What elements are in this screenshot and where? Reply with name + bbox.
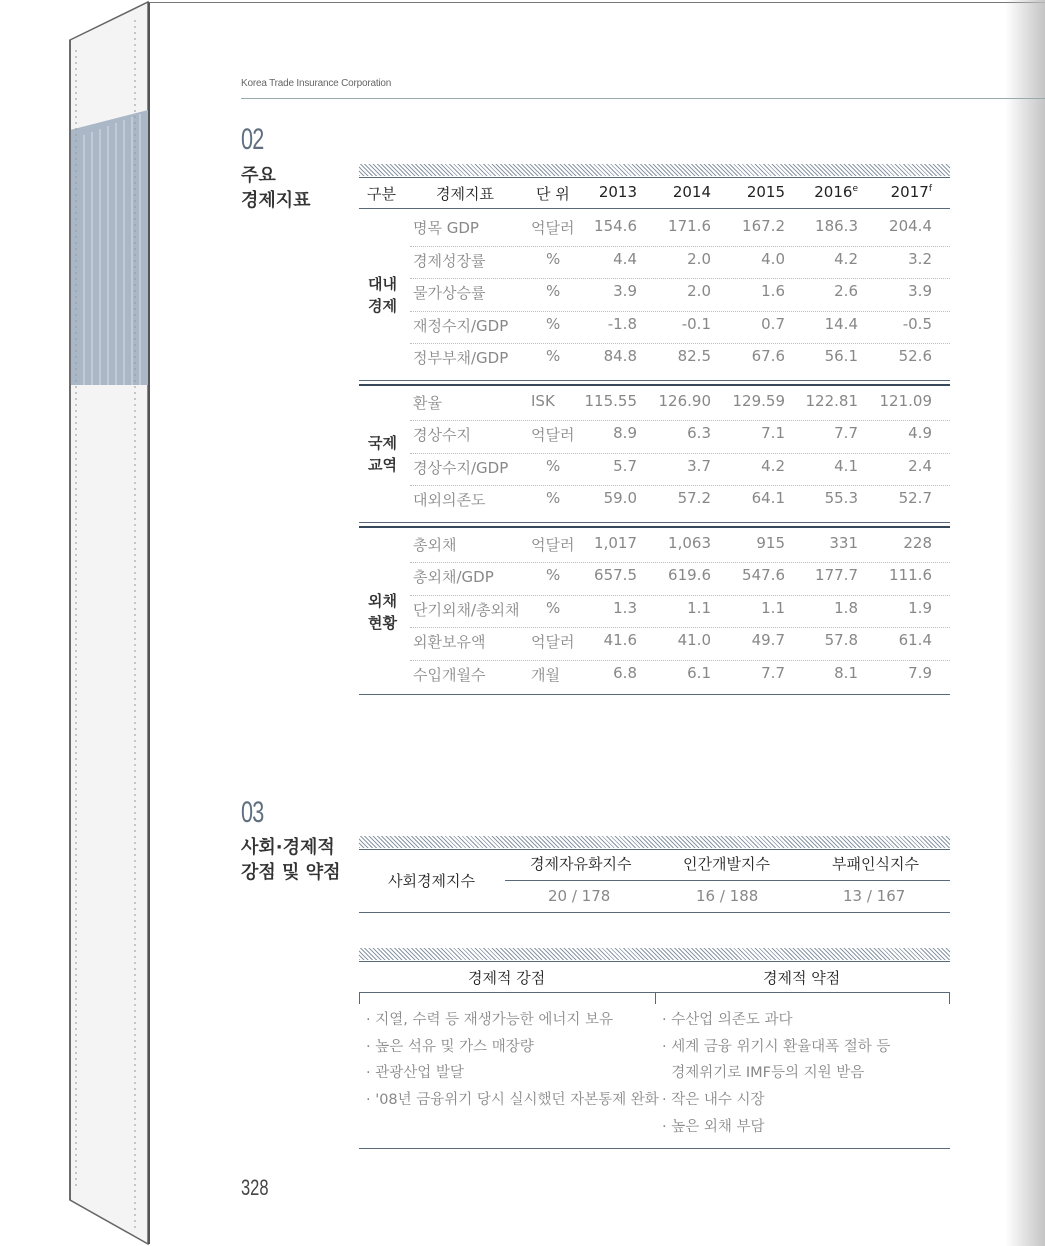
indicator-unit: ISK bbox=[531, 391, 555, 410]
indicator-label: 총외채 bbox=[413, 535, 457, 554]
indicator-label: 외환보유액 bbox=[413, 633, 486, 651]
indicator-value: 1.9 bbox=[908, 598, 932, 617]
indicator-value: 0.7 bbox=[761, 314, 785, 333]
indicator-value: 7.7 bbox=[834, 424, 858, 442]
indicator-value: 5.7 bbox=[613, 456, 637, 475]
indicator-label: 재정수지/GDP bbox=[413, 316, 509, 335]
indicator-value: 204.4 bbox=[889, 217, 932, 235]
indicator-unit: 개월 bbox=[531, 665, 560, 684]
column-header: 구분 bbox=[367, 185, 396, 203]
weakness-item: 경제위기로 IMF등의 지원 받음 bbox=[662, 1065, 865, 1081]
indicator-value: 49.7 bbox=[751, 631, 785, 649]
indicator-label: 물가상승률 bbox=[413, 284, 486, 302]
section-number-02: 02 bbox=[241, 123, 264, 156]
indicator-unit: % bbox=[546, 282, 561, 300]
indicator-value: 3.7 bbox=[687, 456, 711, 475]
indicator-unit: % bbox=[546, 314, 561, 333]
indicator-value: 167.2 bbox=[742, 217, 785, 235]
indicator-value: 228 bbox=[903, 533, 932, 552]
section-title-02: 주요 경제지표 bbox=[241, 165, 311, 211]
indicator-value: 2.0 bbox=[687, 249, 711, 268]
indicator-value: 619.6 bbox=[668, 566, 711, 584]
indicator-value: 1,063 bbox=[668, 533, 711, 552]
indicator-value: 171.6 bbox=[668, 217, 711, 235]
year-superscript: e bbox=[852, 184, 858, 194]
indicator-value: 61.4 bbox=[898, 631, 932, 649]
strength-item: · 지열, 수력 등 재생가능한 에너지 보유 bbox=[366, 1012, 613, 1028]
indicator-value: 6.3 bbox=[687, 424, 711, 442]
indicator-value: 1,017 bbox=[594, 533, 637, 552]
indicator-value: 8.9 bbox=[613, 424, 637, 442]
indicator-value: 915 bbox=[756, 533, 785, 552]
indicator-unit: % bbox=[546, 598, 561, 617]
indicator-value: -0.1 bbox=[681, 314, 711, 333]
indicator-value: 7.1 bbox=[761, 424, 785, 442]
indicator-unit: % bbox=[546, 249, 561, 268]
indicator-value: 3.9 bbox=[613, 282, 637, 300]
column-header: 단 위 bbox=[536, 185, 570, 203]
table-hatch-header bbox=[359, 164, 950, 176]
indicator-value: 1.1 bbox=[687, 598, 711, 617]
index-value-economic-freedom: 20 / 178 bbox=[548, 887, 611, 905]
indicator-value: 41.6 bbox=[603, 631, 637, 649]
indicator-label: 경제성장률 bbox=[413, 251, 486, 270]
indicator-label: 정부부채/GDP bbox=[413, 349, 509, 367]
indicator-value: 3.9 bbox=[908, 282, 932, 300]
indicator-value: 4.0 bbox=[761, 249, 785, 268]
indicator-value: 126.90 bbox=[658, 391, 711, 410]
indicator-value: 115.55 bbox=[584, 391, 637, 410]
indicator-value: 6.8 bbox=[613, 663, 637, 682]
indicator-value: 84.8 bbox=[603, 347, 637, 365]
indicator-value: 52.7 bbox=[898, 489, 932, 507]
indicator-unit: % bbox=[546, 456, 561, 475]
indicator-value: 6.1 bbox=[687, 663, 711, 682]
indicator-unit: % bbox=[546, 489, 561, 507]
indicator-value: 67.6 bbox=[751, 347, 785, 365]
indicator-label: 환율 bbox=[413, 393, 442, 412]
indicator-value: 64.1 bbox=[751, 489, 785, 507]
indicator-value: 547.6 bbox=[742, 566, 785, 584]
index-row-label: 사회경제지수 bbox=[388, 872, 475, 890]
weakness-item: · 수산업 의존도 과다 bbox=[662, 1012, 793, 1028]
indicator-value: 4.9 bbox=[908, 424, 932, 442]
indicator-value: 154.6 bbox=[594, 217, 637, 235]
indicator-label: 수입개월수 bbox=[413, 665, 486, 684]
header-rule bbox=[241, 98, 1045, 99]
weakness-item: · 작은 내수 시장 bbox=[662, 1092, 765, 1108]
strength-item: · 관광산업 발달 bbox=[366, 1065, 464, 1081]
indicator-unit: 억달러 bbox=[531, 535, 575, 554]
index-value-corruption: 13 / 167 bbox=[843, 887, 906, 905]
index-header-corruption: 부패인식지수 bbox=[832, 855, 919, 873]
indicator-label: 단기외채/총외채 bbox=[413, 600, 520, 619]
indicator-value: 14.4 bbox=[824, 314, 858, 333]
index-value-human-development: 16 / 188 bbox=[696, 887, 759, 905]
indicator-value: 121.09 bbox=[879, 391, 932, 410]
index-header-economic-freedom: 경제자유화지수 bbox=[530, 855, 632, 873]
indicator-label: 경상수지 bbox=[413, 426, 471, 444]
indicator-value: 2.6 bbox=[834, 282, 858, 300]
indicator-unit: % bbox=[546, 566, 561, 584]
indicator-value: 4.1 bbox=[834, 456, 858, 475]
weaknesses-header: 경제적 약점 bbox=[763, 969, 841, 987]
indicator-value: 1.1 bbox=[761, 598, 785, 617]
indicator-value: 56.1 bbox=[824, 347, 858, 365]
indicator-label: 경상수지/GDP bbox=[413, 458, 509, 477]
indicator-value: 8.1 bbox=[834, 663, 858, 682]
page-number: 328 bbox=[241, 1175, 269, 1200]
indicator-value: 3.2 bbox=[908, 249, 932, 268]
indicator-value: 7.9 bbox=[908, 663, 932, 682]
indicator-label: 총외채/GDP bbox=[413, 568, 494, 586]
index-table-hatch bbox=[359, 836, 950, 848]
indicator-value: 1.3 bbox=[613, 598, 637, 617]
indicator-value: -1.8 bbox=[607, 314, 637, 333]
indicator-value: 4.4 bbox=[613, 249, 637, 268]
category-label: 대내 경제 bbox=[368, 275, 397, 316]
indicator-unit: % bbox=[546, 347, 561, 365]
indicator-value: 122.81 bbox=[805, 391, 858, 410]
indicator-value: 4.2 bbox=[761, 456, 785, 475]
column-header-year: 2017$^f$ bbox=[890, 183, 932, 201]
book-spine bbox=[0, 0, 150, 1246]
indicator-value: 52.6 bbox=[898, 347, 932, 365]
year-superscript: f bbox=[928, 184, 932, 194]
weakness-item: · 높은 외채 부담 bbox=[662, 1119, 765, 1135]
page-edge-shadow bbox=[1005, 0, 1045, 1246]
indicator-unit: 억달러 bbox=[531, 219, 575, 237]
indicator-unit: 억달러 bbox=[531, 633, 575, 651]
strengths-table-hatch bbox=[359, 948, 950, 960]
indicator-value: 177.7 bbox=[815, 566, 858, 584]
indicator-value: 657.5 bbox=[594, 566, 637, 584]
category-label: 외채 현황 bbox=[368, 591, 397, 632]
indicator-value: 111.6 bbox=[889, 566, 932, 584]
indicator-value: 4.2 bbox=[834, 249, 858, 268]
column-header-year: 2014 bbox=[672, 183, 711, 201]
strengths-header: 경제적 강점 bbox=[468, 969, 546, 987]
indicator-label: 명목 GDP bbox=[413, 219, 479, 237]
indicator-value: 1.8 bbox=[834, 598, 858, 617]
strength-item: · 높은 석유 및 가스 매장량 bbox=[366, 1039, 534, 1055]
index-header-human-development: 인간개발지수 bbox=[683, 855, 770, 873]
indicator-value: 59.0 bbox=[603, 489, 637, 507]
publisher-header: Korea Trade Insurance Corporation bbox=[241, 78, 392, 89]
section-number-03: 03 bbox=[241, 796, 264, 829]
indicator-value: 57.8 bbox=[824, 631, 858, 649]
indicator-value: 7.7 bbox=[761, 663, 785, 682]
indicator-value: 57.2 bbox=[677, 489, 711, 507]
column-header-year: 2015 bbox=[746, 183, 785, 201]
section-title-03: 사회·경제적 강점 및 약점 bbox=[241, 837, 341, 883]
strength-item: · '08년 금융위기 당시 실시했던 자본통제 완화 bbox=[366, 1092, 659, 1108]
indicator-value: 1.6 bbox=[761, 282, 785, 300]
weakness-item: · 세계 금융 위기시 환율대폭 절하 등 bbox=[662, 1039, 891, 1055]
indicator-unit: 억달러 bbox=[531, 426, 575, 444]
indicator-value: 186.3 bbox=[815, 217, 858, 235]
column-header-year: 2013 bbox=[598, 183, 637, 201]
column-header-year: 2016e bbox=[814, 183, 858, 201]
indicator-label: 대외의존도 bbox=[413, 491, 486, 509]
indicator-value: -0.5 bbox=[902, 314, 932, 333]
category-label: 국제 교역 bbox=[368, 433, 397, 474]
indicator-value: 82.5 bbox=[677, 347, 711, 365]
indicator-value: 331 bbox=[829, 533, 858, 552]
indicator-value: 129.59 bbox=[732, 391, 785, 410]
indicator-value: 2.4 bbox=[908, 456, 932, 475]
indicator-value: 41.0 bbox=[677, 631, 711, 649]
indicator-value: 55.3 bbox=[824, 489, 858, 507]
column-header: 경제지표 bbox=[436, 185, 494, 203]
indicator-value: 2.0 bbox=[687, 282, 711, 300]
